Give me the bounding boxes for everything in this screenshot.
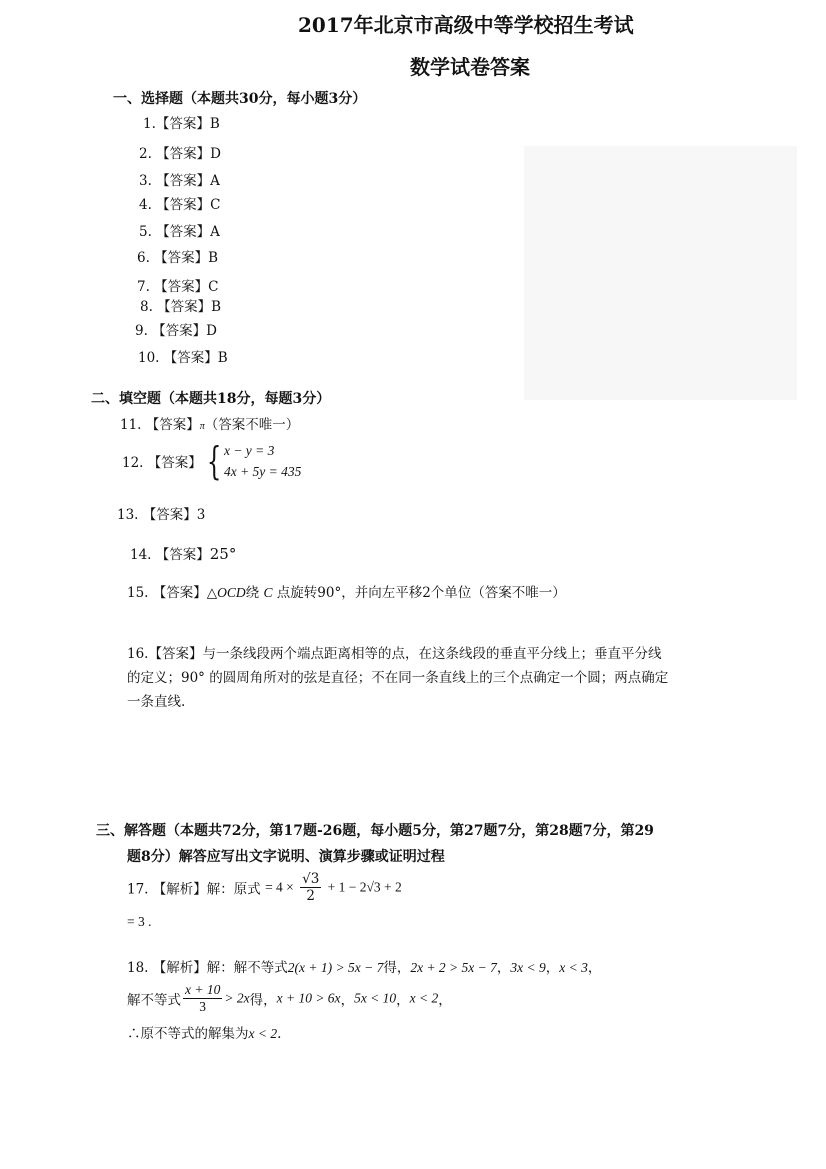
step: x < 2 <box>409 990 439 1006</box>
expression-part: + 1 − 2√3 + 2 <box>327 879 402 895</box>
solution-prefix: 18. 【解析】解：解不等式 <box>127 960 288 976</box>
solution-text: 得， <box>249 992 277 1009</box>
page-title: 2017年北京市高级中等学校招生考试 <box>298 13 634 37</box>
inequality: 2(x + 1) > 5x − 7 <box>287 960 384 975</box>
choice-answer: 1.【答案】B <box>143 116 220 132</box>
section-heading-solve: 三、解答题（本题共72分，第17题-26题，每小题5分，第27题7分，第28题7分，第29 <box>96 823 654 839</box>
fill-answer-11 <box>120 413 299 433</box>
choice-answer: 7. 【答案】C <box>137 279 219 295</box>
answer-value: π <box>199 421 205 432</box>
answer-line: 一条直线. <box>127 694 186 710</box>
solution-17 <box>127 871 402 904</box>
expression-part: = 4 × <box>265 879 294 895</box>
point-label: C <box>263 585 273 600</box>
choice-answer: 8. 【答案】B <box>140 299 222 315</box>
step: x < 3 <box>559 960 588 975</box>
separator: ， <box>587 960 602 976</box>
section-heading-fill: 二、填空题（本题共18分，每题3分） <box>91 391 331 407</box>
choice-answer: 6. 【答案】B <box>137 250 219 266</box>
step: 2x + 2 > 5x − 7 <box>410 960 497 975</box>
choice-answer: 5. 【答案】A <box>139 224 220 240</box>
section-heading-solve-cont: 题8分）解答应写出文字说明、演算步骤或证明过程 <box>127 849 445 865</box>
answer-prefix: 13. 【答案】 <box>117 507 197 523</box>
fraction <box>300 871 321 904</box>
solution-18-line1 <box>127 956 601 976</box>
separator: ， <box>438 992 452 1009</box>
solution-17-result: = 3 . <box>127 914 152 929</box>
answer-line: 16.【答案】与一条线段两个端点距离相等的点，在这条线段的垂直平分线上；垂直平分线 <box>127 646 662 662</box>
equation-system <box>224 440 301 482</box>
angle-value: 90° <box>317 585 342 601</box>
fraction-numerator: x + 10 <box>185 982 221 997</box>
step: x + 10 > 6x <box>276 990 341 1006</box>
answer-text: ，并向左平移 <box>341 585 423 601</box>
final-answer: x < 2 <box>248 1026 278 1041</box>
equation-line: x − y = 3 <box>223 443 275 458</box>
shift-value: 2 <box>422 585 431 601</box>
equation-line: 4x + 5y = 435 <box>223 464 302 479</box>
answer-text: 点旋转 <box>276 585 318 601</box>
step: 3x < 9 <box>510 960 546 975</box>
period: . <box>277 1026 282 1042</box>
fill-answer-13 <box>117 503 205 523</box>
answer-prefix: 15. 【答案】 <box>127 585 207 601</box>
page-subtitle: 数学试卷答案 <box>410 55 530 79</box>
choice-answer: 2. 【答案】D <box>139 146 221 162</box>
solution-prefix: 17. 【解析】解：原式 <box>127 881 261 898</box>
answer-prefix: 11. 【答案】 <box>120 417 200 433</box>
solution-18-line2 <box>127 982 452 1015</box>
separator: ， <box>396 992 410 1009</box>
choice-answer: 3. 【答案】A <box>139 173 220 189</box>
solution-18-conclusion <box>127 1022 281 1042</box>
fill-answer-12 <box>122 440 301 482</box>
separator: ， <box>545 960 560 976</box>
choice-answer: 4. 【答案】C <box>139 197 221 213</box>
separator: ， <box>340 992 355 1009</box>
answer-prefix: 14. 【答案】 <box>130 547 210 563</box>
step: 5x < 10 <box>354 990 397 1006</box>
choice-answer: 10. 【答案】B <box>138 350 228 366</box>
separator: ， <box>496 960 511 976</box>
placeholder-box <box>524 146 797 400</box>
answer-value: 25° <box>209 545 237 563</box>
fill-answer-14 <box>130 543 236 563</box>
fraction-denominator: 2 <box>306 888 315 904</box>
solution-text: 得， <box>383 960 411 976</box>
inequality: > 2x <box>224 990 250 1006</box>
fraction-numerator: √3 <box>302 871 320 887</box>
answer-note: （答案不唯一） <box>204 417 300 433</box>
answer-value: 3 <box>196 507 206 523</box>
choice-answer: 9. 【答案】D <box>135 323 217 339</box>
answer-line: 的定义；90° 的圆周角所对的弦是直径；不在同一条直线上的三个点确定一个圆；两点确定 <box>127 670 669 686</box>
triangle-label: △OCD <box>206 585 246 600</box>
answer-text: 个单位（答案不唯一） <box>430 585 566 601</box>
answer-prefix: 12. 【答案】 <box>122 455 202 471</box>
fill-answer-15 <box>127 581 566 601</box>
answer-text: 绕 <box>245 585 260 601</box>
fraction-denominator: 3 <box>199 999 207 1014</box>
brace-symbol: { <box>206 439 222 483</box>
section-heading-choice: 一、选择题（本题共30分，每小题3分） <box>113 91 367 107</box>
fraction <box>183 982 222 1015</box>
solution-text: ∴原不等式的解集为 <box>127 1026 249 1042</box>
fill-answer-16 <box>127 642 668 714</box>
solution-text: 解不等式 <box>127 992 181 1009</box>
